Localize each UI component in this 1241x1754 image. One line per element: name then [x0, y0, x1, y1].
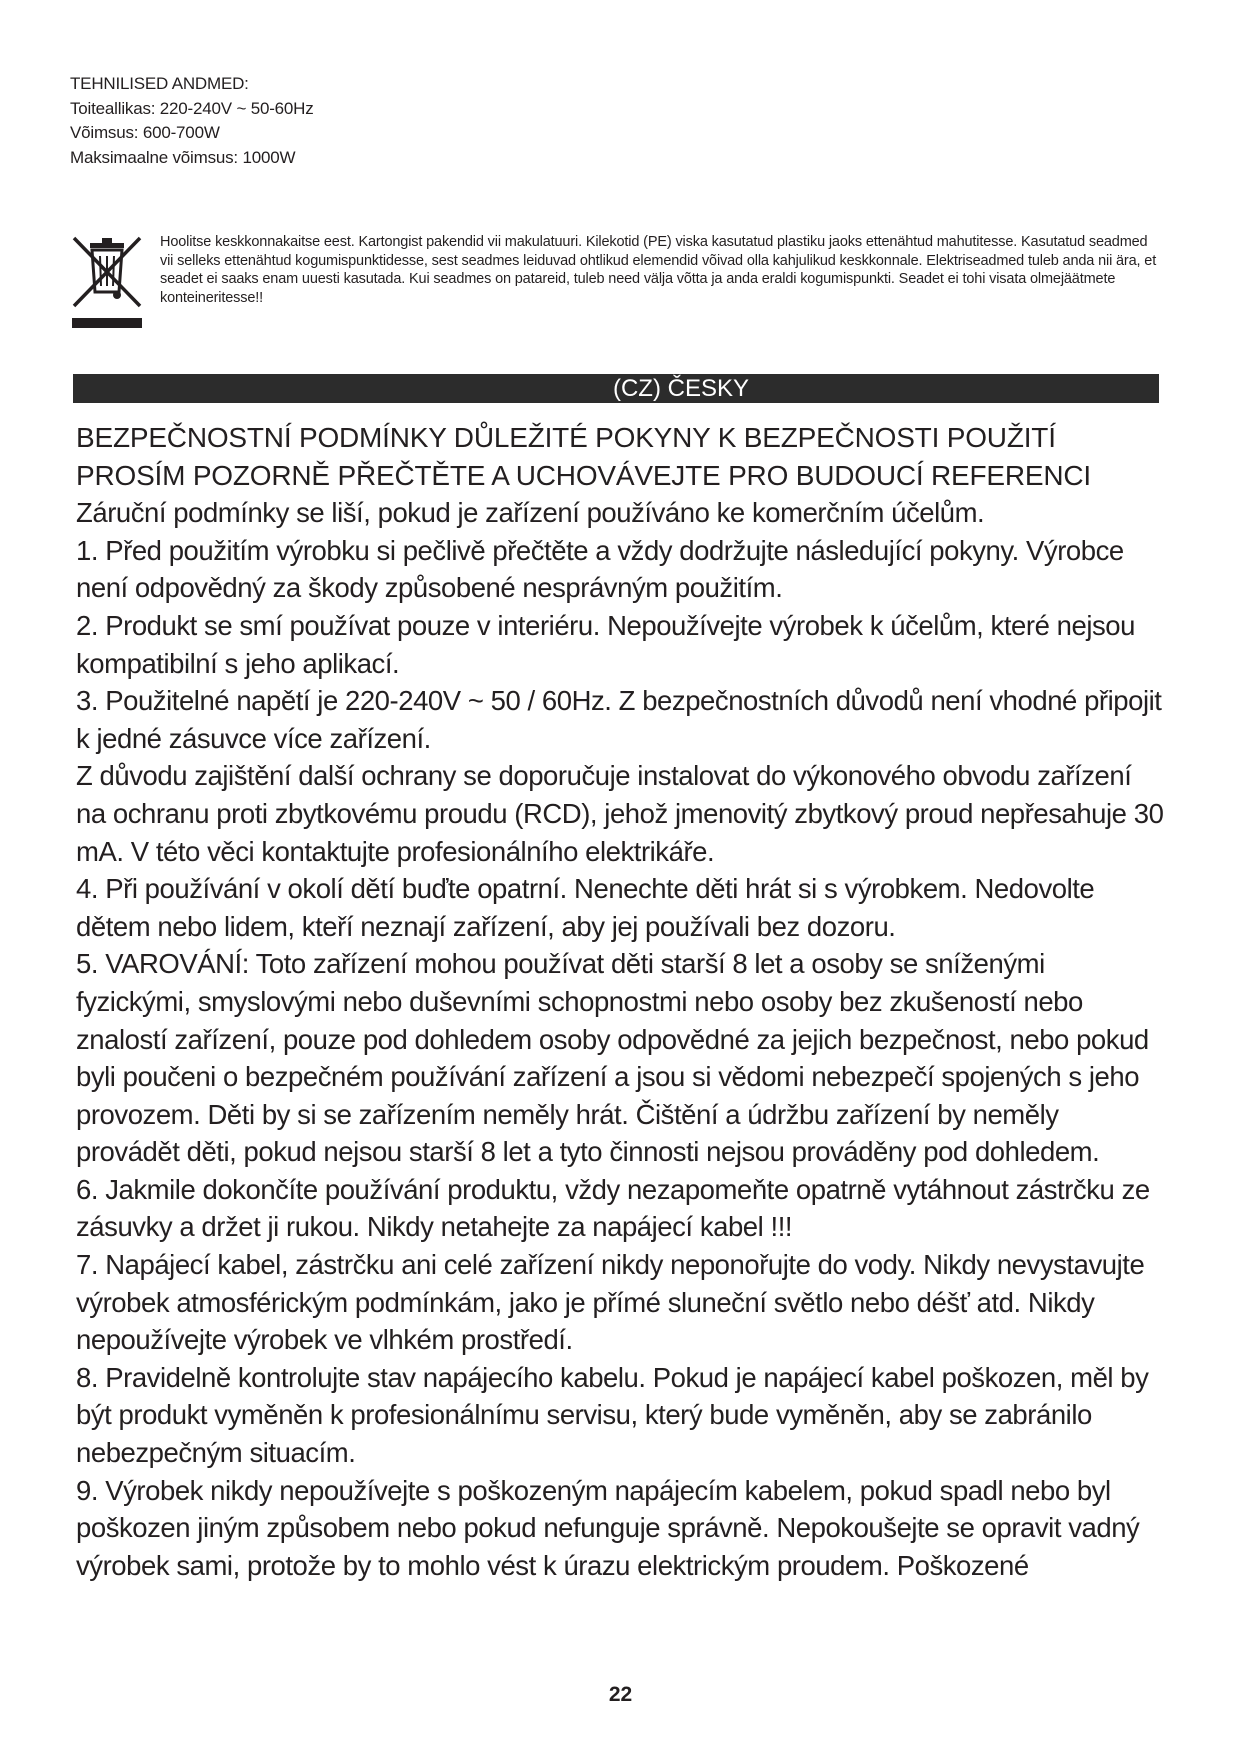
tech-specs-max-power: Maksimaalne võimsus: 1000W — [70, 147, 296, 167]
instruction-item-7: 7. Napájecí kabel, zástrčku ani celé zařízení nikdy neponořujte do vody. Nikdy nevystavujte výrobek atmosférickým podmínkám, jako je přímé sluneční světlo nebo déšť atd. Nikdy nepoužívejte výrobek ve vlhkém prostředí. — [76, 1249, 1145, 1356]
tech-specs-power: Võimsus: 600-700W — [70, 123, 220, 142]
instruction-item-1: 1. Před použitím výrobku si pečlivě přečtěte a vždy dodržujte následující pokyny. Výrobce není odpovědný za škody způsobené nesprávným použitím. — [76, 534, 1124, 604]
read-carefully-heading: PROSÍM POZORNĚ PŘEČTĚTE A UCHOVÁVEJTE PRO BUDOUCÍ REFERENCI — [76, 459, 1092, 491]
crossed-out-wheelie-bin-icon — [70, 232, 144, 332]
section-title: (CZ) ČESKY — [612, 375, 749, 402]
language-section-header — [73, 374, 1159, 403]
tech-specs-title: TEHNILISED ANDMED: — [70, 74, 249, 93]
instruction-item-8: 8. Pravidelně kontrolujte stav napájecího kabelu. Pokud je napájecí kabel poškozen, měl by být produkt vyměněn k profesionálnímu servisu, který bude vyměněn, aby se zabránilo nebezpečným situacím. — [76, 1361, 1149, 1469]
instruction-item-3-rcd: Z důvodu zajištění další ochrany se doporučuje instalovat do výkonového obvodu zařízení na ochranu proti zbytkovému proudu (RCD), jehož jmenovitý zbytkový proud nepřesahuje 30 mA. V této věci kontaktujte profesionálního elektrikáře. — [76, 760, 1164, 867]
technical-specifications — [70, 72, 314, 170]
instruction-item-4: 4. Při používání v okolí dětí buďte opatrní. Nenechte děti hrát si s výrobkem. Nedovolte dětem nebo lidem, kteří neznají zařízení, aby jej používali bez dozoru. — [76, 873, 1095, 942]
safety-instructions — [76, 419, 1166, 1584]
instruction-item-2: 2. Produkt se smí používat pouze v interiéru. Nepoužívejte výrobek k účelům, které nejsou kompatibilní s jeho aplikací. — [76, 609, 1135, 679]
environmental-notice: Hoolitse keskkonnakaitse eest. Kartongist pakendid vii makulatuuri. Kilekotid (PE) viska kasutatud plastiku jaoks ettenähtud mahutitesse. Kasutatud seadmed vii selleks ettenähtud kogumispunktidesse, sest seadmes leiduvad ohtlikud elemendid võivad olla kahjulikud keskkonnale. Elektriseadmed tuleb anda nii ära, et seadet ei saaks enam uuesti kasutada. Kui seadmes on patareid, tuleb need välja võtta ja anda eraldi kogumispunkti. Seadet ei tohi visata olmejäätmete konteineritesse!! — [160, 234, 1157, 306]
instruction-item-9: 9. Výrobek nikdy nepoužívejte s poškozeným napájecím kabelem, pokud spadl nebo byl poškozen jiným způsobem nebo pokud nefunguje správně. Nepokoušejte se opravit vadný výrobek sami, protože by to mohlo vést k úrazu elektrickým proudem. Poškozené — [76, 1474, 1140, 1581]
warranty-note: Záruční podmínky se liší, pokud je zařízení používáno ke komerčním účelům. — [76, 497, 985, 529]
instruction-item-5: 5. VAROVÁNÍ: Toto zařízení mohou používat děti starší 8 let a osoby se sníženými fyzickými, smyslovými nebo duševními schopnostmi nebo osoby bez zkušeností nebo znalostí zařízení, pouze pod dohledem osoby odpovědné za jejich bezpečnost, nebo pokud byli poučeni o bezpečném používání zařízení a jsou si vědomi nebezpečí spojených s jeho provozem. Děti by si se zařízením neměly hrát. Čištění a údržbu zařízení by neměly provádět děti, pokud nejsou starší 8 let a tyto činnosti nejsou prováděny pod dohledem. — [76, 948, 1149, 1168]
tech-specs-power-supply: Toiteallikas: 220-240V ~ 50-60Hz — [70, 98, 314, 118]
safety-heading: BEZPEČNOSTNÍ PODMÍNKY DŮLEŽITÉ POKYNY K BEZPEČNOSTI POUŽITÍ — [76, 422, 1056, 453]
instruction-item-6: 6. Jakmile dokončíte používání produktu, vždy nezapomeňte opatrně vytáhnout zástrčku ze zásuvky a držet ji rukou. Nikdy netahejte za napájecí kabel !!! — [76, 1173, 1150, 1243]
instruction-item-3: 3. Použitelné napětí je 220-240V ~ 50 / 60Hz. Z bezpečnostních důvodů není vhodné připojit k jedné zásuvce více zařízení. — [76, 685, 1162, 754]
page-number: 22 — [608, 1683, 633, 1706]
